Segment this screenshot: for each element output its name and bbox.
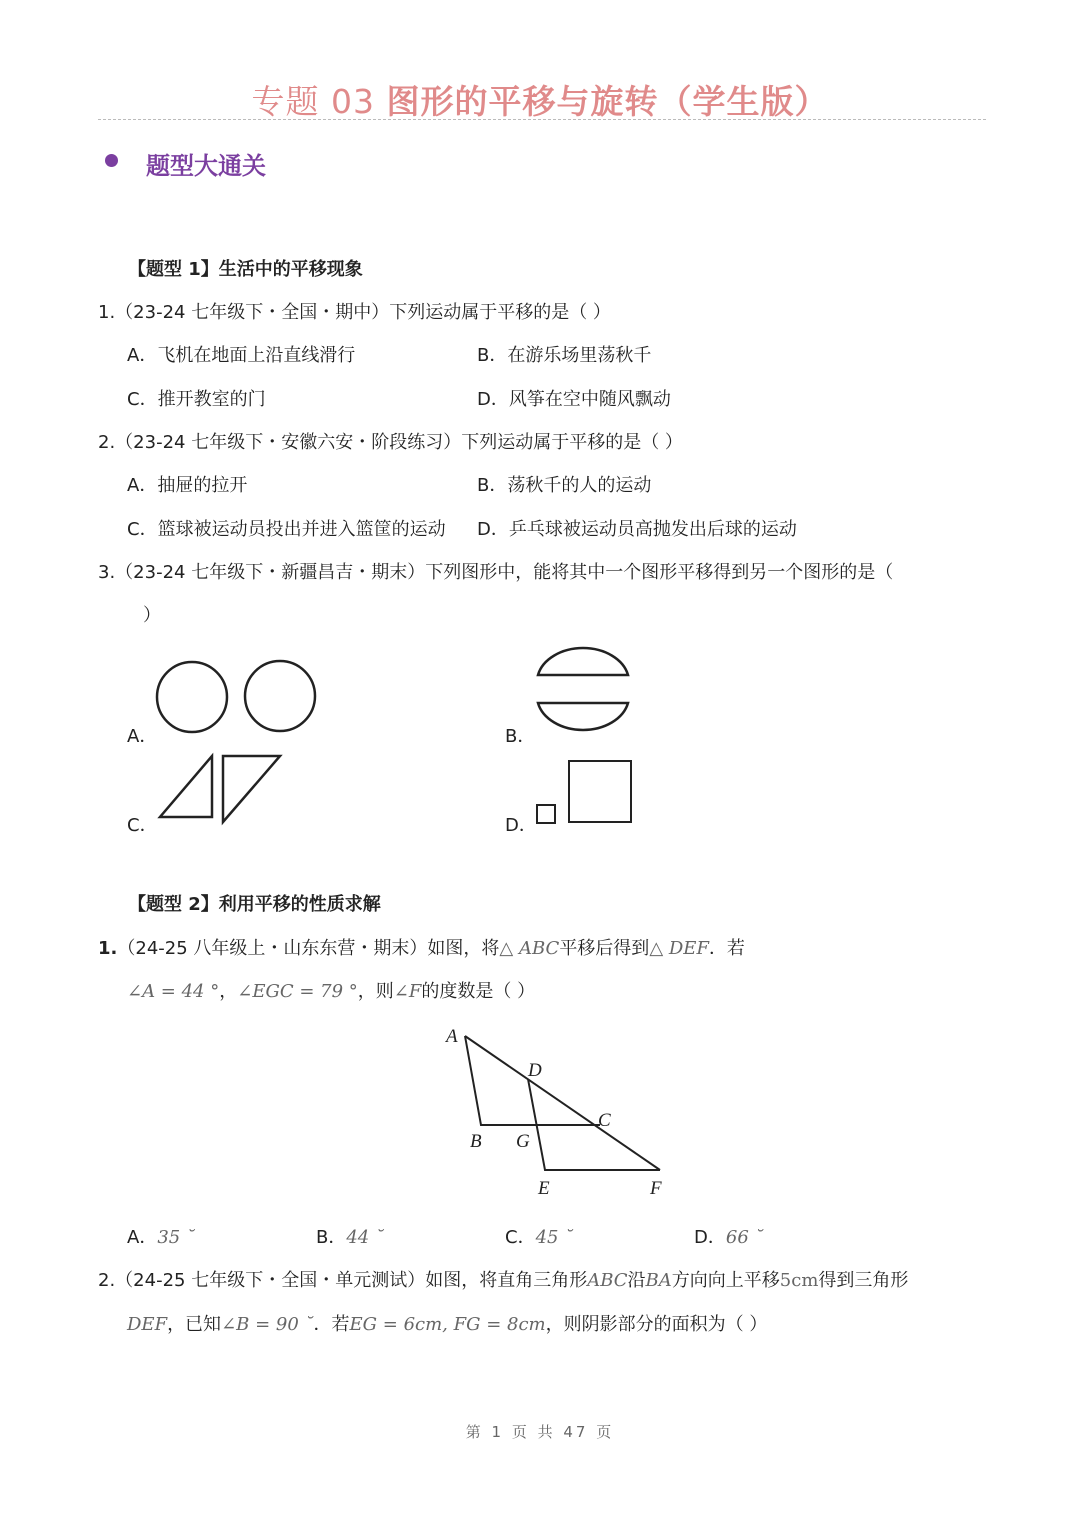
math-triangle-abc: △ ABC [499,938,560,959]
math-eg-fg: EG = 6cm, FG = 8cm [349,1314,546,1335]
type1-heading: 【题型 1】生活中的平移现象 [128,259,363,280]
t1-q2-option-c: C．篮球被运动员投出并进入篮筐的运动 [127,519,446,540]
t2-q2-text: 沿 [627,1270,646,1291]
label-e: E [538,1178,550,1199]
t2-q1-text: ，则 [357,981,394,1002]
math-angle-egc: ∠EGC = 79 ° [237,981,358,1002]
option-label: B． [316,1227,347,1248]
t1-q2-stem: 2.（23-24 七年级下・安徽六安・阶段练习）下列运动属于平移的是（ ） [98,432,683,453]
t2-q2-text: 方向向上平移 [671,1270,780,1291]
math-angle-f: ∠F [393,981,422,1002]
t1-q1-option-b: B．在游乐场里荡秋千 [477,345,652,366]
title-main: 图形的平移与旋转（学生版） [386,82,829,121]
option-value: 44 ˘ [346,1227,384,1248]
t1-q3-stem: 3.（23-24 七年级下・新疆昌吉・期末）下列图形中，能将其中一个图形平移得到另一个图形的是（ [98,562,894,583]
triangle-left [160,756,212,817]
type2-heading: 【题型 2】利用平移的性质求解 [128,894,381,915]
option-label: D． [694,1227,726,1248]
option-value: 35 ˘ [157,1227,195,1248]
option-label: C． [505,1227,536,1248]
label-a: A [446,1026,458,1047]
math-triangle-def: △ DEF [649,938,709,959]
two-squares-figure [535,755,640,830]
label-c: C [598,1110,611,1131]
t2-q2-text: ．若 [313,1314,350,1335]
t1-q3-option-a: A． [127,726,158,747]
circle-left [157,662,227,732]
math-angle-b: ∠B = 90 ˘ [221,1314,314,1335]
t2-q1-text: ．若 [708,938,745,959]
t1-q3-option-b: B． [505,726,536,747]
t2-q1-text: （24-25 八年级上・山东东营・期末）如图，将 [117,938,500,959]
math-abc: ABC [587,1270,628,1291]
option-value: 45 ˘ [535,1227,574,1248]
t2-q1-option-b [316,1223,384,1249]
t1-q1-option-a: A．飞机在地面上沿直线滑行 [127,345,356,366]
half-disks-figure [530,635,640,740]
triangle-right [223,756,280,822]
t1-q3-stem-cont: ） [143,605,161,626]
label-f: F [650,1178,662,1199]
t2-q1-text: 的度数是（ ） [421,981,536,1002]
t1-q2-option-b: B．荡秋千的人的运动 [477,475,652,496]
math-def: DEF [127,1314,168,1335]
t2-q1-text: 平移后得到 [559,938,650,959]
translation-triangle-figure [440,1020,680,1205]
title-divider [98,119,986,120]
t1-q2-option-a: A．抽屉的拉开 [127,475,248,496]
t2-q1-line1 [98,934,745,960]
line-acf [465,1036,660,1170]
t2-q2-line2 [127,1310,767,1336]
option-label: A． [127,1227,158,1248]
small-square [537,805,555,823]
t2-q2-text: 得到三角形 [818,1270,909,1291]
t2-q1-number: 1. [98,938,118,959]
t2-q2-text: 2.（24-25 七年级下・全国・单元测试）如图，将直角三角形 [98,1270,588,1291]
large-square [569,761,631,822]
two-triangles-figure [155,750,290,830]
label-d: D [528,1060,542,1081]
circle-right [245,661,315,731]
t2-q2-text: ，已知 [167,1314,222,1335]
math-ba: BA [645,1270,672,1291]
t2-q2-line1 [98,1266,908,1292]
t1-q2-option-d: D．乒乓球被运动员高抛发出后球的运动 [477,519,797,540]
label-b: B [470,1131,482,1152]
t1-q3-option-c: C． [127,815,158,836]
title-prefix: 专题 03 [251,82,375,121]
t1-q3-option-d: D． [505,815,537,836]
lower-half-disk [538,703,628,730]
section-heading: 题型大通关 [146,152,266,180]
math-angle-a: ∠A = 44 ° [127,981,220,1002]
page-footer: 第 1 页 共 47 页 [465,1423,615,1441]
upper-half-disk [538,648,628,675]
two-circles-figure [150,655,325,740]
t2-q1-text: ， [219,981,238,1002]
t2-q1-option-a [127,1223,195,1249]
t1-q1-option-c: C．推开教室的门 [127,389,266,410]
section-bullet-icon [105,154,118,167]
option-value: 66 ˘ [725,1227,764,1248]
t2-q1-line2 [127,977,535,1003]
page-title [0,76,1080,123]
math-5cm: 5cm [779,1270,819,1291]
label-g: G [516,1131,530,1152]
t2-q1-option-c [505,1223,573,1249]
t2-q1-option-d [694,1223,764,1249]
t1-q1-stem: 1.（23-24 七年级下・全国・期中）下列运动属于平移的是（ ） [98,302,611,323]
t1-q1-option-d: D．风筝在空中随风飘动 [477,389,671,410]
t2-q2-text: ，则阴影部分的面积为（ ） [545,1314,768,1335]
